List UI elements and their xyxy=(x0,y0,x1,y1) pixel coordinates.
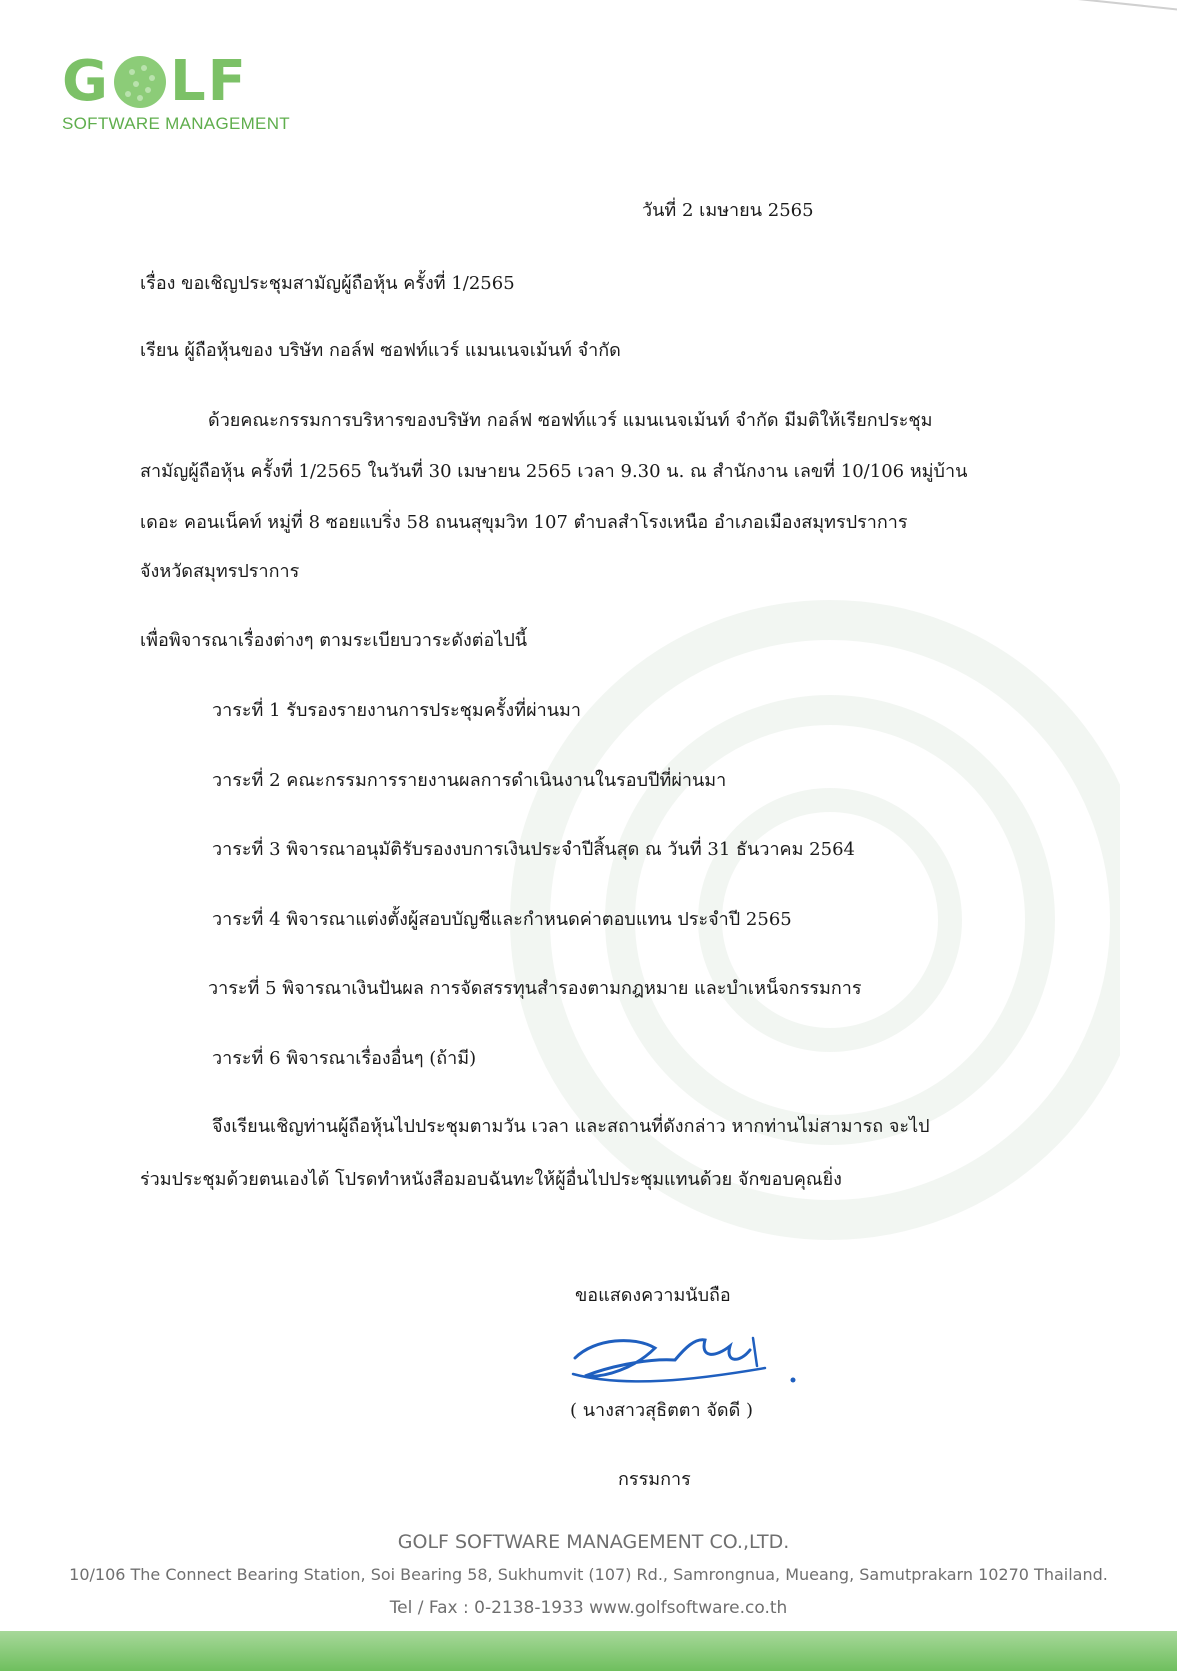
agenda-item: วาระที่ 3 พิจารณาอนุมัติรับรองงบการเงินประจำปีสิ้นสุด ณ วันที่ 31 ธันวาคม 2564 xyxy=(212,839,855,860)
golf-ball-icon xyxy=(112,54,168,110)
signer-title: กรรมการ xyxy=(618,1469,691,1490)
agenda-item: วาระที่ 5 พิจารณาเงินปันผล การจัดสรรทุนสำรองตามกฎหมาย และบำเหน็จกรรมการ xyxy=(208,978,862,999)
logo-word-left: G xyxy=(62,49,110,114)
agenda-intro: เพื่อพิจารณาเรื่องต่างๆ ตามระเบียบวาระดังต่อไปนี้ xyxy=(140,630,528,651)
agenda-item: วาระที่ 1 รับรองรายงานการประชุมครั้งที่ผ่านมา xyxy=(212,700,582,721)
letter-recipient: เรียน ผู้ถือหุ้นของ บริษัท กอล์ฟ ซอฟท์แวร์ แมนเนจเม้นท์ จำกัด xyxy=(140,340,621,361)
agenda-item: วาระที่ 2 คณะกรรมการรายงานผลการดำเนินงานในรอบปีที่ผ่านมา xyxy=(212,770,727,791)
closing-line: จึงเรียนเชิญท่านผู้ถือหุ้นไปประชุมตามวัน เวลา และสถานที่ดังกล่าว หากท่านไม่สามารถ จะไป xyxy=(212,1116,930,1137)
footer-contact: Tel / Fax : 0-2138-1933 www.golfsoftware.co.th xyxy=(389,1598,788,1618)
regards-text: ขอแสดงความนับถือ xyxy=(575,1285,731,1306)
closing-line: ร่วมประชุมด้วยตนเองได้ โปรดทำหนังสือมอบฉันทะให้ผู้อื่นไปประชุมแทนด้วย จักขอบคุณยิ่ง xyxy=(140,1169,842,1190)
logo-subtitle: SOFTWARE MANAGEMENT xyxy=(62,114,290,133)
footer-address: 10/106 The Connect Bearing Station, Soi Bearing 58, Sukhumvit (107) Rd., Samrongnua, Mueang, Samutprakarn 10270 Thailand. xyxy=(69,1565,1108,1584)
scan-edge-line xyxy=(997,0,1177,12)
handwritten-signature xyxy=(565,1318,805,1398)
logo-wordmark xyxy=(62,49,290,114)
signer-name: ( นางสาวสุธิตตา จัดดี ) xyxy=(570,1400,753,1421)
letter-date: วันที่ 2 เมษายน 2565 xyxy=(642,200,814,221)
company-logo xyxy=(62,49,290,134)
body-line: เดอะ คอนเน็คท์ หมู่ที่ 8 ซอยแบริ่ง 58 ถนนสุขุมวิท 107 ตำบลสำโรงเหนือ อำเภอเมืองสมุทรปราการ xyxy=(140,512,908,533)
footer-company: GOLF SOFTWARE MANAGEMENT CO.,LTD. xyxy=(397,1531,790,1553)
footer-green-band xyxy=(0,1631,1177,1671)
body-line: จังหวัดสมุทรปราการ xyxy=(140,561,300,582)
agenda-item: วาระที่ 4 พิจารณาแต่งตั้งผู้สอบบัญชีและกำหนดค่าตอบแทน ประจำปี 2565 xyxy=(212,909,792,930)
body-line: สามัญผู้ถือหุ้น ครั้งที่ 1/2565 ในวันที่ 30 เมษายน 2565 เวลา 9.30 น. ณ สำนักงาน เลขที่ 10/106 หมู่บ้าน xyxy=(140,461,968,482)
agenda-item: วาระที่ 6 พิจารณาเรื่องอื่นๆ (ถ้ามี) xyxy=(212,1048,477,1069)
logo-word-right: LF xyxy=(169,49,248,114)
body-line: ด้วยคณะกรรมการบริหารของบริษัท กอล์ฟ ซอฟท์แวร์ แมนเนจเม้นท์ จำกัด มีมติให้เรียกประชุม xyxy=(208,410,933,431)
letter-subject: เรื่อง ขอเชิญประชุมสามัญผู้ถือหุ้น ครั้งที่ 1/2565 xyxy=(140,273,515,294)
